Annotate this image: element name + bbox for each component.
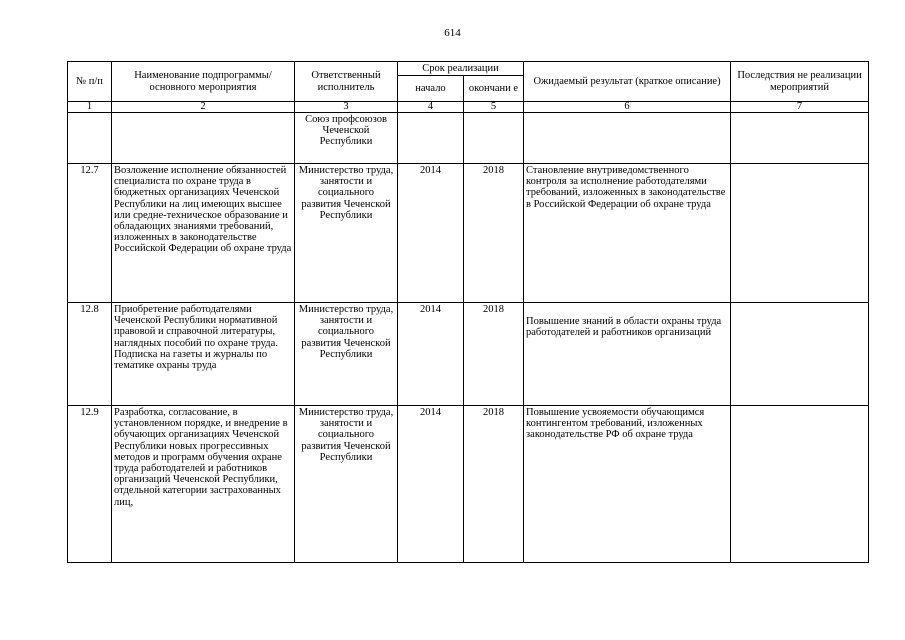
row-start: 2014 <box>398 164 464 303</box>
header-end: окончани е <box>464 75 524 101</box>
row-end: 2018 <box>464 164 524 303</box>
page-number: 614 <box>444 27 461 39</box>
header-consequences: Последствия не реализации мероприятий <box>731 62 869 102</box>
row-name: Возложение исполнение обязанностей специалиста по охране труда в бюджетных организациях Чеченской Республики на лиц имеющих высшее или средне-техническое образование и обладающих знаниями требований, изложенных в законодательстве Российской Федерации об охране труда <box>112 164 295 303</box>
row-start: 2014 <box>398 406 464 563</box>
row-executor: Министерство труда, занятости и социального развития Чеченской Республики <box>295 164 398 303</box>
row-result: Повышение знаний в области охраны труда работодателей и работников организаций <box>524 303 731 406</box>
row-num: 12.9 <box>68 406 112 563</box>
column-number: 1 <box>68 102 112 113</box>
column-number: 7 <box>731 102 869 113</box>
table-row <box>68 113 869 164</box>
column-number: 3 <box>295 102 398 113</box>
column-number-row <box>68 102 869 113</box>
column-number: 2 <box>112 102 295 113</box>
row-start: 2014 <box>398 303 464 406</box>
table-row <box>68 406 869 563</box>
row-consequences <box>731 406 869 563</box>
row-num: 12.7 <box>68 164 112 303</box>
header-executor: Ответственный исполнитель <box>295 62 398 102</box>
row-name: Разработка, согласование, в установленном порядке, и внедрение в обучающих организациях Чеченской Республики новых прогрессивных методов и программ обучения охране труда работодателей и работников организаций Чеченской Республики, отдельной категории застрахованных лиц, <box>112 406 295 563</box>
column-number: 4 <box>398 102 464 113</box>
table-row <box>68 303 869 406</box>
column-number: 5 <box>464 102 524 113</box>
row-executor: Союз профсоюзов Чеченской Республики <box>295 113 398 164</box>
row-result: Повышение усвояемости обучающимся контингентом требований, изложенных законодательстве РФ об охране труда <box>524 406 731 563</box>
header-row <box>68 62 869 76</box>
column-number: 6 <box>524 102 731 113</box>
row-num <box>68 113 112 164</box>
row-start <box>398 113 464 164</box>
row-name <box>112 113 295 164</box>
row-end <box>464 113 524 164</box>
measures-table <box>67 61 869 563</box>
header-start: начало <box>398 75 464 101</box>
header-num: № п/п <box>68 62 112 102</box>
row-end: 2018 <box>464 406 524 563</box>
row-consequences <box>731 164 869 303</box>
row-result <box>524 113 731 164</box>
row-result: Становление внутриведомственного контроля за исполнение работодателями требований, изложенных в законодательстве в Российской Федерации об охране труда <box>524 164 731 303</box>
header-name: Наименование подпрограммы/ основного мероприятия <box>112 62 295 102</box>
header-term-group: Срок реализации <box>398 62 524 76</box>
row-name: Приобретение работодателями Чеченской Республики нормативной правовой и справочной литературы, наглядных пособий по охране труда. Подписка на газеты и журналы по тематике охраны труда <box>112 303 295 406</box>
row-num: 12.8 <box>68 303 112 406</box>
row-executor: Министерство труда, занятости и социального развития Чеченской Республики <box>295 303 398 406</box>
table-row <box>68 164 869 303</box>
row-executor: Министерство труда, занятости и социального развития Чеченской Республики <box>295 406 398 563</box>
row-consequences <box>731 303 869 406</box>
row-consequences <box>731 113 869 164</box>
row-end: 2018 <box>464 303 524 406</box>
header-result: Ожидаемый результат (краткое описание) <box>524 62 731 102</box>
